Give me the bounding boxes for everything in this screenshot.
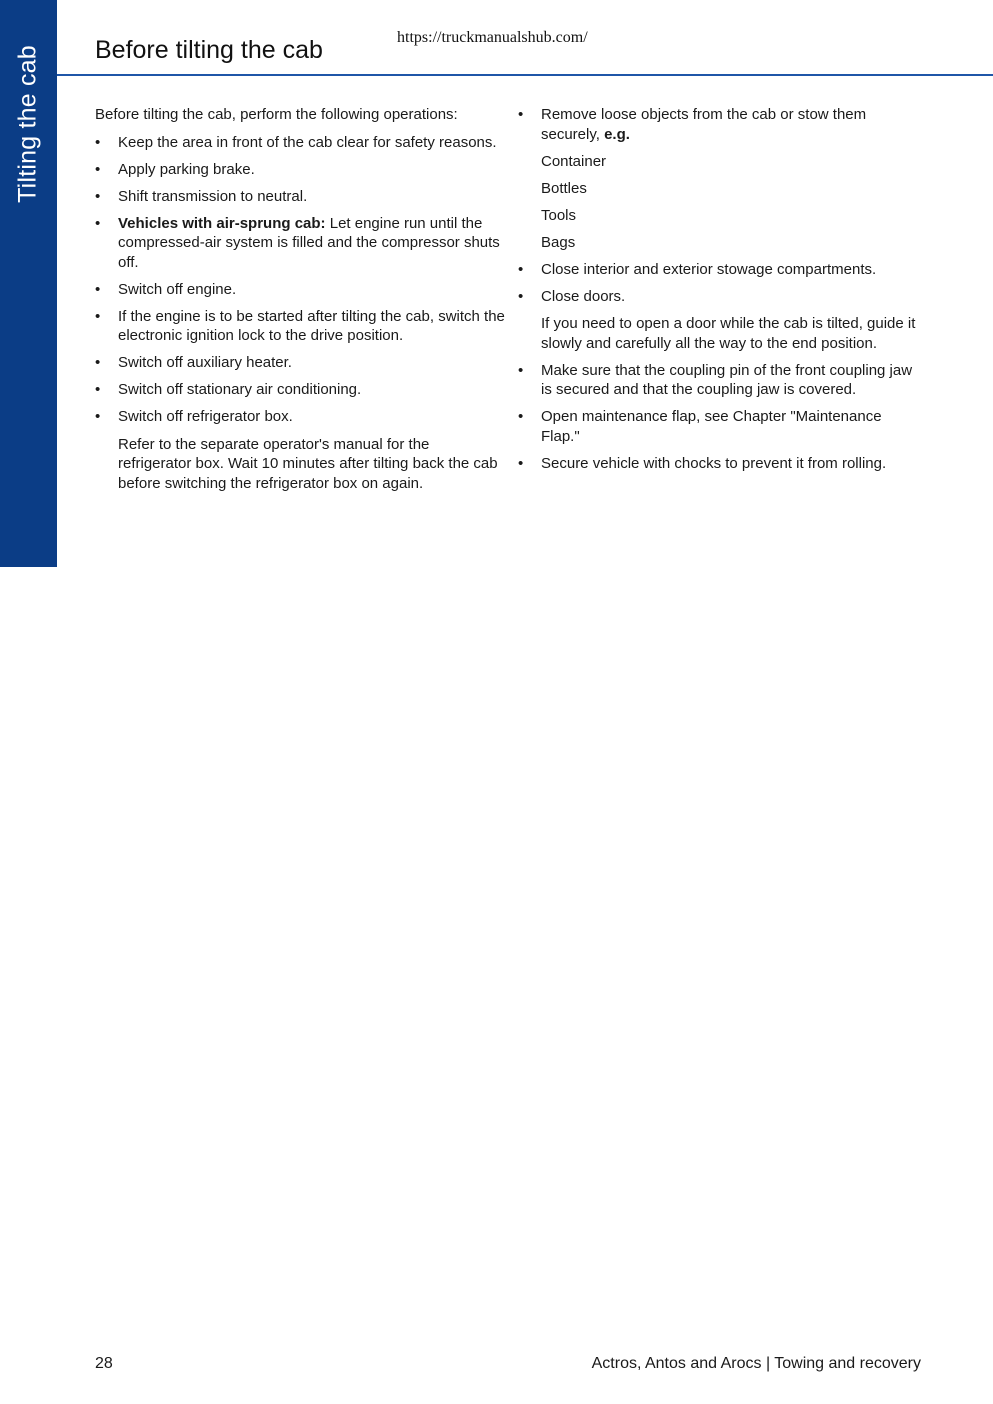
item-text: Remove loose objects from the cab or stow them securely,	[541, 106, 867, 143]
item-note: Refer to the separate operator's manual for the refrigerator box. Wait 10 minutes after tilting back the cab before switching the refrigerator box on again.	[118, 435, 498, 492]
list-item	[95, 160, 505, 180]
example-list	[518, 152, 918, 253]
right-column	[518, 105, 918, 481]
item-text: Shift transmission to neutral.	[118, 187, 308, 205]
example-item: Bags	[541, 233, 576, 251]
bullet-icon: •	[95, 408, 101, 425]
bullet-icon: •	[95, 160, 101, 178]
bullet-icon: •	[518, 361, 524, 379]
bullet-icon: •	[518, 408, 524, 425]
item-text: Secure vehicle with chocks to prevent it from rolling.	[541, 454, 887, 472]
side-tab-label: Tilting the cab	[13, 45, 42, 203]
bullet-icon: •	[95, 307, 101, 325]
bullet-icon: •	[518, 106, 524, 123]
intro-paragraph: Before tilting the cab, perform the following operations:	[95, 106, 458, 123]
bullet-icon: •	[518, 454, 524, 472]
cab-checklist	[518, 105, 918, 144]
list-item	[95, 380, 505, 400]
example-item: Container	[541, 152, 607, 170]
preparation-list	[95, 133, 505, 494]
page-title: Before tilting the cab	[95, 36, 323, 64]
example-item: Tools	[541, 206, 577, 224]
item-lead: Vehicles with air-sprung cab:	[118, 214, 326, 232]
list-item	[518, 105, 918, 144]
document-title: Actros, Antos and Arocs | Towing and recovery	[591, 1355, 921, 1372]
list-item	[95, 214, 505, 273]
list-item	[518, 407, 918, 446]
side-chapter-tab	[0, 0, 57, 567]
item-text: Switch off auxiliary heater.	[118, 354, 292, 371]
list-item	[95, 407, 505, 493]
item-text: Switch off refrigerator box.	[118, 408, 293, 425]
example-item: Bottles	[541, 179, 587, 197]
item-text: Switch off engine.	[118, 280, 237, 298]
item-text: Close interior and exterior stowage compartments.	[541, 260, 877, 278]
bullet-icon: •	[95, 354, 101, 371]
list-item	[518, 287, 918, 354]
bullet-icon: •	[518, 260, 524, 278]
bullet-icon: •	[95, 133, 101, 151]
item-text: If the engine is to be started after tilting the cab, switch the electronic ignition lock to the drive position.	[118, 307, 505, 344]
list-item	[95, 280, 505, 300]
item-text: Apply parking brake.	[118, 160, 255, 178]
eg-label: e.g.	[604, 125, 630, 143]
list-item	[95, 187, 505, 207]
item-text: Make sure that the coupling pin of the front coupling jaw is secured and that the coupling jaw is covered.	[541, 361, 913, 398]
source-url-link[interactable]: https://truckmanualshub.com/	[397, 29, 588, 46]
item-text: Keep the area in front of the cab clear for safety reasons.	[118, 133, 497, 151]
bullet-icon: •	[518, 287, 524, 305]
bullet-icon: •	[95, 187, 101, 205]
bullet-icon: •	[95, 214, 101, 232]
list-item	[518, 361, 918, 400]
list-item	[95, 353, 505, 373]
list-item	[518, 260, 918, 280]
left-column	[95, 105, 505, 501]
item-text: Open maintenance flap, see Chapter "Maintenance Flap."	[541, 408, 882, 445]
bullet-icon: •	[95, 381, 101, 398]
item-text: Let engine run until the compressed-air system is filled and the compressor shuts off.	[118, 214, 500, 271]
item-text: Switch off stationary air conditioning.	[118, 381, 362, 398]
bullet-icon: •	[95, 280, 101, 298]
list-item	[518, 454, 918, 474]
list-item	[95, 307, 505, 346]
item-note: If you need to open a door while the cab is tilted, guide it slowly and carefully all the way to the end position.	[541, 315, 916, 352]
item-text: Close doors.	[541, 287, 626, 305]
closing-list	[518, 260, 918, 474]
list-item	[95, 133, 505, 153]
title-divider	[57, 74, 993, 76]
page-number: 28	[95, 1355, 113, 1372]
